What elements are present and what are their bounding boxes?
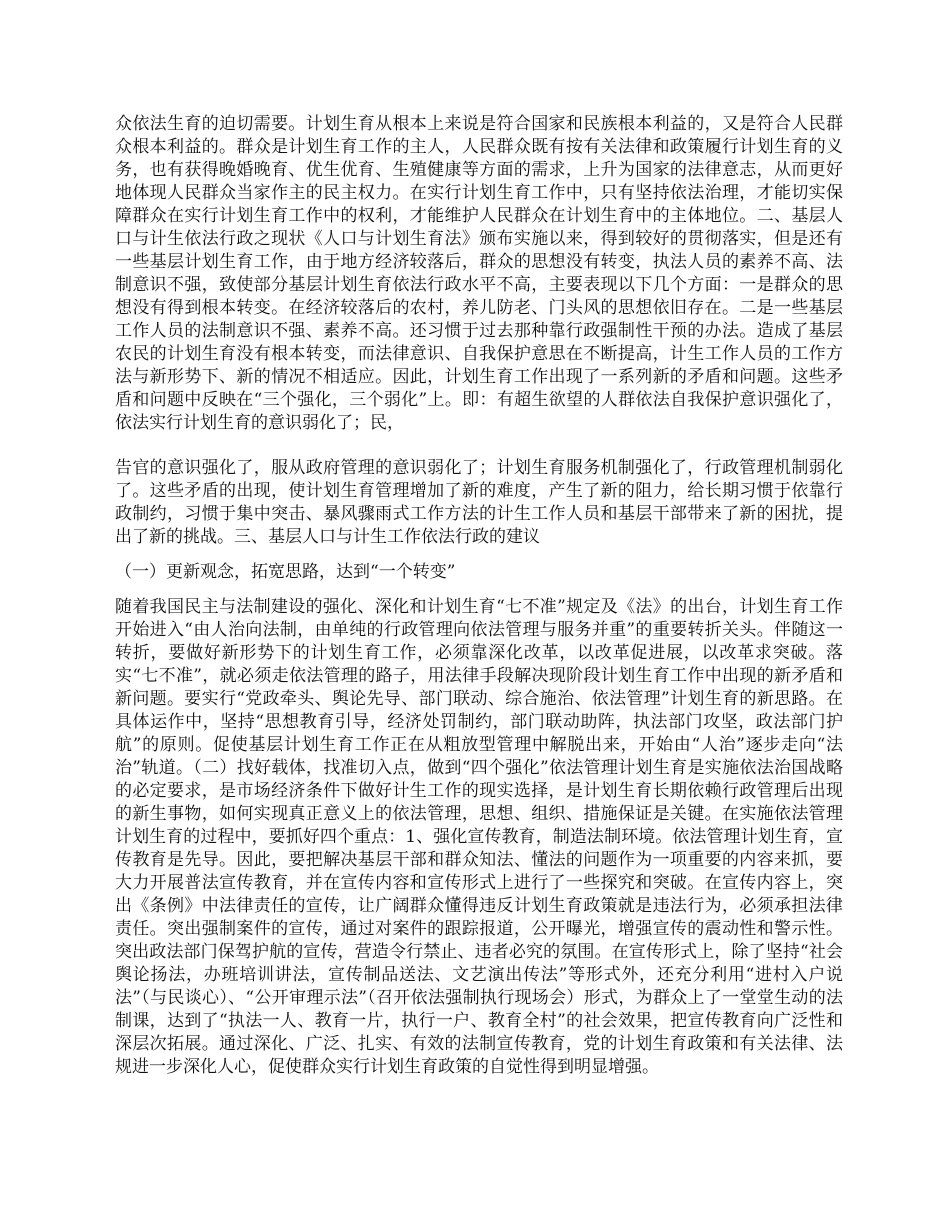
paragraph-3: 随着我国民主与法制建设的强化、深化和计划生育“七不准”规定及《法》的出台，计划生育工作开始进入“由人治向法制，由单纯的行政管理向依法管理与服务并重”的重要转折关头。伴随这一转折，要做好新形势下的计划生育工作，必须靠深化改革，以改革促进展，以改革求突破。落实“七不准”，就必须走依法管理的路子，用法律手段解决现阶段计划生育工作中出现的新矛盾和新问题。要实行“党政牵头、舆论先导、部门联动、综合施治、依法管理”计划生育的新思路。在具体运作中，坚持“思想教育引导，经济处罚制约，部门联动助阵，执法部门攻坚，政法部门护航”的原则。促使基层计划生育工作正在从粗放型管理中解脱出来，开始由“人治”逐步走向“法治”轨道。（二）找好载体，找准切入点，做到“四个强化”依法管理计划生育是实施依法治国战略的必定要求，是市场经济条件下做好计生工作的现实选择，是计划生育长期依赖行政管理后出现的新生事物，如何实现真正意义上的依法管理，思想、组织、措施保证是关键。在实施依法管理计划生育的过程中，要抓好四个重点：1、强化宣传教育，制造法制环境。依法管理计划生育，宣传教育是先导。因此，要把解决基层干部和群众知法、懂法的问题作为一项重要的内容来抓，要大力开展普法宣传教育，并在宣传内容和宣传形式上进行了一些探究和突破。在宣传内容上，突出《条例》中法律责任的宣传，让广阔群众懂得违反计划生育政策就是违法行为，必须承担法律责任。突出强制案件的宣传，通过对案件的跟踪报道，公开曝光，增强宣传的震动性和警示性。突出政法部门保驾护航的宣传，营造令行禁止、违者必究的氛围。在宣传形式上，除了坚持“社会舆论扬法，办班培训讲法，宣传制品送法、文艺演出传法”等形式外，还充分利用“进村入户说法”（与民谈心）、“公开审理示法”（召开依法强制执行现场会）形式，为群众上了一堂堂生动的法制课，达到了“执法一人、教育一片，执行一户、教育全村”的社会效果，把宣传教育向广泛性和深层次拓展。通过深化、广泛、扎实、有效的法制宣传教育，党的计划生育政策和有关法律、法规进一步深化人心，促使群众实行计划生育政策的自觉性得到明显增强。 xyxy=(115,597,843,1077)
document-body xyxy=(115,113,843,1079)
paragraph-2: 告官的意识强化了，服从政府管理的意识弱化了；计划生育服务机制强化了，行政管理机制弱化了。这些矛盾的出现，使计划生育管理增加了新的难度，产生了新的阻力，给长期习惯于依靠行政制约，习惯于集中突击、暴风骤雨式工作方法的计生工作人员和基层干部带来了新的困扰，提出了新的挑战。三、基层人口与计生工作依法行政的建议 xyxy=(115,458,843,547)
paragraph-1: 众依法生育的迫切需要。计划生育从根本上来说是符合国家和民族根本利益的，又是符合人民群众根本利益的。群众是计划生育工作的主人，人民群众既有按有关法律和政策履行计划生育的义务，也有获得晚婚晚育、优生优育、生殖健康等方面的需求，上升为国家的法律意志，从而更好地体现人民群众当家作主的民主权力。在实行计划生育工作中，只有坚持依法治理，才能切实保障群众在实行计划生育工作中的权利，才能维护人民群众在计划生育中的主体地位。二、基层人口与计生依法行政之现状《人口与计划生育法》颁布实施以来，得到较好的贯彻落实，但是还有一些基层计划生育工作，由于地方经济较落后，群众的思想没有转变，执法人员的素养不高、法制意识不强，致使部分基层计划生育依法行政水平不高，主要表现以下几个方面：一是群众的思想没有得到根本转变。在经济较落后的农村，养儿防老、门头风的思想依旧存在。二是一些基层工作人员的法制意识不强、素养不高。还习惯于过去那种靠行政强制性干预的办法。造成了基层农民的计划生育没有根本转变，而法律意识、自我保护意思在不断提高，计生工作人员的工作方法与新形势下、新的情况不相适应。因此，计划生育工作出现了一系列新的矛盾和问题。这些矛盾和问题中反映在“三个强化，三个弱化”上。即：有超生欲望的人群依法自我保护意识强化了，依法实行计划生育的意识弱化了；民， xyxy=(115,114,843,433)
section-heading: （一）更新观念，拓宽思路，达到“一个转变” xyxy=(115,562,456,582)
